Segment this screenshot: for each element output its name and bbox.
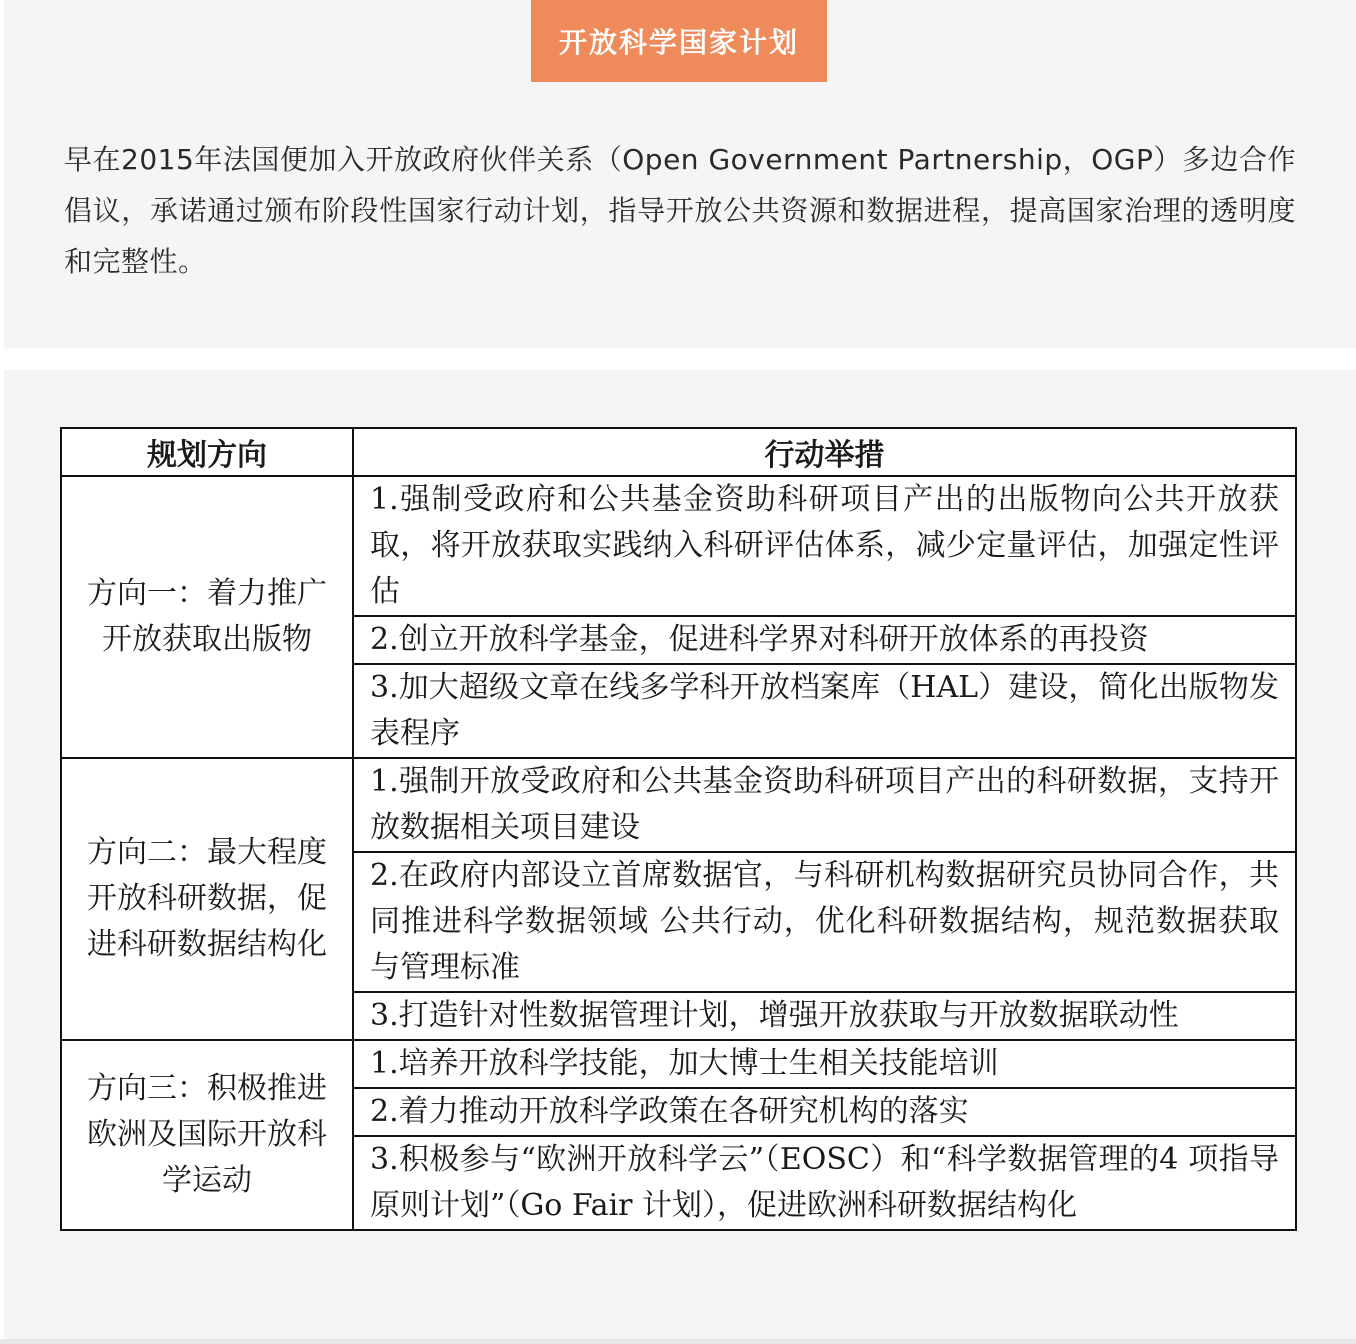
action-cell: 1.强制受政府和公共基金资助科研项目产出的出版物向公共开放获取，将开放获取实践纳入科研评估体系，减少定量评估，加强定性评估 [353, 476, 1296, 616]
action-cell: 2.着力推动开放科学政策在各研究机构的落实 [353, 1088, 1296, 1136]
header-actions: 行动举措 [353, 428, 1296, 476]
action-cell: 3.积极参与“欧洲开放科学云”（EOSC）和“科学数据管理的4 项指导原则计划”（Go Fair 计划），促进欧洲科研数据结构化 [353, 1136, 1296, 1230]
direction-cell: 方向三：积极推进欧洲及国际开放科学运动 [61, 1040, 353, 1230]
table-row [61, 476, 1296, 616]
header-direction: 规划方向 [61, 428, 353, 476]
action-cell: 3.打造针对性数据管理计划，增强开放获取与开放数据联动性 [353, 992, 1296, 1040]
action-cell: 1.培养开放科学技能，加大博士生相关技能培训 [353, 1040, 1296, 1088]
bottom-divider [0, 1339, 1356, 1344]
table-header-row [61, 428, 1296, 476]
section-title: 开放科学国家计划 [531, 0, 827, 82]
action-cell: 1.强制开放受政府和公共基金资助科研项目产出的科研数据，支持开放数据相关项目建设 [353, 758, 1296, 852]
table-row [61, 758, 1296, 852]
direction-cell: 方向一：着力推广开放获取出版物 [61, 476, 353, 758]
action-cell: 2.创立开放科学基金，促进科学界对科研开放体系的再投资 [353, 616, 1296, 664]
direction-cell: 方向二：最大程度开放科研数据，促进科研数据结构化 [61, 758, 353, 1040]
table-row [61, 1040, 1296, 1088]
intro-paragraph: 早在2015年法国便加入开放政府伙伴关系（Open Government Partnership，OGP）多边合作倡议，承诺通过颁布阶段性国家行动计划，指导开放公共资源和数据进程，提高国家治理的透明度和完整性。 [64, 143, 1296, 278]
action-cell: 2.在政府内部设立首席数据官，与科研机构数据研究员协同合作，共同推进科学数据领域 公共行动，优化科研数据结构，规范数据获取与管理标准 [353, 852, 1296, 992]
plan-table [60, 427, 1297, 1231]
action-cell: 3.加大超级文章在线多学科开放档案库（HAL）建设，简化出版物发表程序 [353, 664, 1296, 758]
